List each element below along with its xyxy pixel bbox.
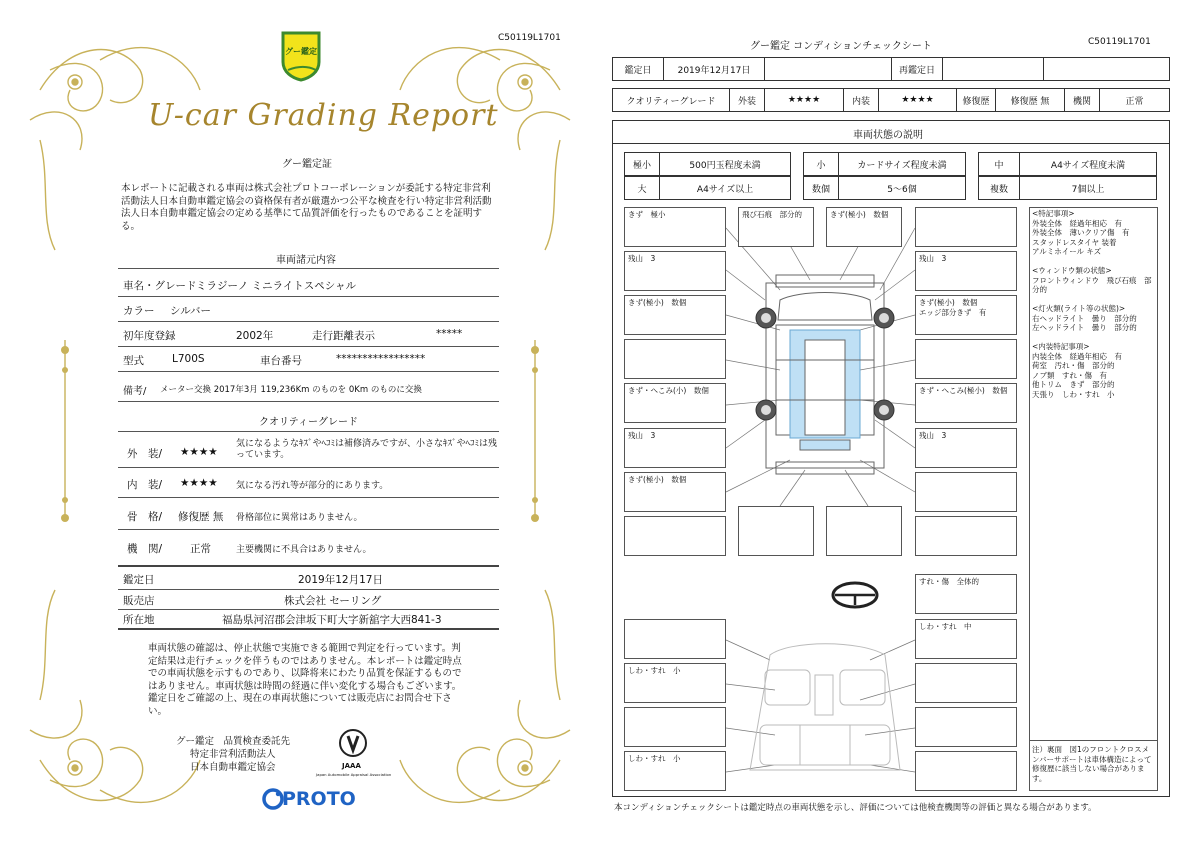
reappraisal-label-cell: 再鑑定日 [891,57,943,81]
condition-box [915,472,1017,512]
note-line [1032,295,1156,305]
note-line: 外装全体 薄いクリア傷 有 [1032,228,1130,237]
grade-exterior-comment: 気になるようなｷｽﾞやﾍｺﾐは補修済みですが、小さなｷｽﾞやﾍｺﾐは残っています。 [236,439,498,460]
grade-engine-label: 機 関/ [127,543,163,555]
legend-value: 500円玉程度未満 [659,152,791,176]
condition-box: きず(極小) 数個 [624,472,726,512]
legend-key: 極小 [624,152,660,176]
first-reg-label: 初年度登録 [123,330,176,342]
date-value-cell: 2019年12月17日 [663,57,765,81]
exterior-value-cell: ★★★★ [764,88,844,112]
condition-box [624,707,726,747]
condition-box [915,751,1017,791]
condition-box [915,663,1017,703]
condition-box [826,506,902,556]
condition-check-sheet [600,0,1200,848]
legend-key: 数個 [803,176,839,200]
grade-interior-value: ★★★★ [180,477,218,489]
legend-key: 中 [978,152,1020,176]
legend-key: 複数 [978,176,1020,200]
shop-value: 株式会社 セーリング [284,595,382,607]
date-value: 2019年12月17日 [298,574,383,586]
grade-interior-comment: 気になる汚れ等が部分的にあります。 [236,481,389,491]
spec-header: 車両諸元内容 [276,255,336,266]
condition-box: きず(極小) 数個 [826,207,902,247]
first-reg-value: 2002年 [236,330,274,342]
quality-header: クオリティーグレード [259,417,358,428]
quality-label-cell: クオリティーグレード [612,88,730,112]
note-line: 内装全体 経過年相応 有 [1032,351,1122,361]
condition-box [915,207,1017,247]
note-line: 他トリム きず 部分的 [1032,380,1115,389]
sheet-title: グー鑑定 コンディションチェックシート [750,41,932,52]
condition-box: きず・へこみ(小) 数個 [624,383,726,423]
sheet-report-code: C50119L1701 [1088,37,1151,47]
condition-box: しわ・すれ 中 [915,619,1017,659]
mileage-label: 走行距離表示 [312,330,375,342]
condition-box: 残山 3 [624,251,726,291]
interior-value-cell: ★★★★ [878,88,957,112]
note-line: 外装全体 経過年相応 有 [1032,218,1122,228]
condition-box-line: エッジ部分きず 有 [919,308,987,317]
legend-value: 5～6個 [838,176,966,200]
condition-box: すれ・傷 全体的 [915,574,1017,614]
remarks-label: 備考/ [123,386,147,397]
grade-interior-label: 内 装/ [127,479,163,491]
engine-value-cell: 正常 [1099,88,1170,112]
remarks-value: メーター交換 2017年3月 119,236Km のものを 0Km のものに交換 [160,385,422,395]
note-line [1032,257,1156,267]
engine-label-cell: 機関 [1064,88,1100,112]
logo-text: グー鑑定 [285,47,317,56]
legend-value: カードサイズ程度未満 [838,152,966,176]
date-label-cell: 鑑定日 [612,57,664,81]
grade-engine-comment: 主要機関に不具合はありません。 [236,545,372,555]
condition-box [915,516,1017,556]
note-line: 左ヘッドライト 曇り 部分的 [1032,323,1137,332]
condition-box: しわ・すれ 小 [624,751,726,791]
sheet-footer: 本コンディションチェックシートは鑑定時点の車両状態を示し、評価については他検査機関等の評価と異なる場合があります。 [614,803,1097,813]
mileage-value: ***** [436,328,463,340]
note-line: 右ヘッドライト 曇り 部分的 [1032,313,1137,323]
interior-label-cell: 内装 [843,88,879,112]
address-value: 福島県河沼郡会津坂下町大字新舘字大西841-3 [222,614,442,626]
legend-value: A4サイズ以上 [659,176,791,200]
condition-box [915,339,1017,379]
note-line: フロントウィンドウ 飛び石痕 部分的 [1032,275,1152,294]
left-report-code: C50119L1701 [498,33,561,43]
chassis-label: 車台番号 [260,355,302,367]
model-value: L700S [172,353,205,365]
footer-line-3: 日本自動車鑑定協会 [190,762,276,773]
legend-value: 7個以上 [1019,176,1157,200]
side-note: 注）裏面 図1のフロントクロスメンバーサポートは車体構造によって修復歴に該当しない場合があります。 [1032,745,1152,783]
footer-line-2: 特定非営利活動法人 [190,749,276,760]
note-line: <ウィンドウ類の状態> [1032,266,1112,275]
grade-exterior-label: 外 装/ [127,448,163,460]
model-label: 型式 [123,355,144,367]
condition-box [624,339,726,379]
note-line: <灯火類(ライト等の状態)> [1032,304,1126,313]
condition-box [915,295,1017,335]
jaaa-logo-subtext: Japan Automobile Appraisal Association [316,772,392,777]
condition-box: きず 極小 [624,207,726,247]
jaaa-logo-icon [338,728,368,758]
condition-box [915,707,1017,747]
condition-box: しわ・すれ 小 [624,663,726,703]
repair-label-cell: 修復歴 [956,88,996,112]
proto-logo-text: PROTO [282,788,356,810]
condition-box: 残山 3 [915,251,1017,291]
condition-box [624,516,726,556]
notes-list [1032,209,1156,399]
condition-box: 残山 3 [915,428,1017,468]
note-line [1032,333,1156,343]
legend-value: A4サイズ程度未満 [1019,152,1157,176]
condition-box [738,506,814,556]
disclaimer-text: 車両状態の確認は、停止状態で実施できる範囲で判定を行っています。判定結果は走行チェックを伴うものではありません。本レポートは鑑定時点での車両状態を示すものであり、以降将来にわたり品質を保証するものではありません。車両状態は時間の経過に伴い変化する場合もございます。鑑定日をご確認の上、現在の車両状態については販売店にお問合せ下さい。 [148,643,462,717]
chassis-value: ***************** [336,353,426,365]
note-line: <内装特記事項> [1032,342,1090,351]
intro-text: 本レポートに記載される車両は株式会社プロトコーポレーションが委託する特定非営利活動法人日本自動車鑑定協会の資格保有者が厳選かつ公平な検査を行い特定非営利活動法人日本自動車鑑定協会の定める基準にて品質評価を行ったものであることを証明する。 [121,183,492,232]
grade-frame-comment: 骨格部位に異常はありません。 [236,513,363,523]
shop-label: 販売店 [123,595,155,607]
note-line: アルミホイール キズ [1032,247,1102,256]
condition-box: きず(極小) 数個 [624,295,726,335]
note-line: <特記事項> [1032,209,1075,218]
state-header: 車両状態の説明 [853,130,923,141]
address-label: 所在地 [123,614,155,626]
condition-box: きず・へこみ(極小) 数個 [915,383,1017,423]
report-subtitle: グー鑑定証 [282,159,332,170]
condition-box: 残山 3 [624,428,726,468]
note-line: 荷室 汚れ・傷 部分的 [1032,361,1115,370]
exterior-label-cell: 外装 [729,88,765,112]
grade-exterior-value: ★★★★ [180,446,218,458]
legend-key: 小 [803,152,839,176]
condition-box: 飛び石痕 部分的 [738,207,814,247]
color-label: カラー [123,305,155,317]
grade-frame-label: 骨 格/ [127,511,163,523]
color-value: シルバー [170,305,212,317]
legend-key: 大 [624,176,660,200]
note-line: ノブ類 すれ・傷 有 [1032,370,1107,380]
car-name-label: 車名・グレード [123,280,197,292]
footer-line-1: グー鑑定 品質検査委託先 [176,736,291,747]
proto-logo-icon [262,788,284,810]
date-label: 鑑定日 [123,574,155,586]
report-title: U-car Grading Report [148,98,499,133]
grade-engine-value: 正常 [190,543,211,555]
condition-box-line: きず(極小) 数個 [919,298,978,307]
repair-value-cell: 修復歴 無 [995,88,1065,112]
note-line: 天張り しわ・すれ 小 [1032,389,1115,399]
car-name-value: ミラジーノ ミニライトスペシャル [196,280,356,292]
note-line: スタッドレスタイヤ 装着 [1032,237,1117,247]
grade-frame-value: 修復歴 無 [178,511,224,523]
jaaa-logo-text: JAAA [342,762,361,770]
condition-box [624,619,726,659]
